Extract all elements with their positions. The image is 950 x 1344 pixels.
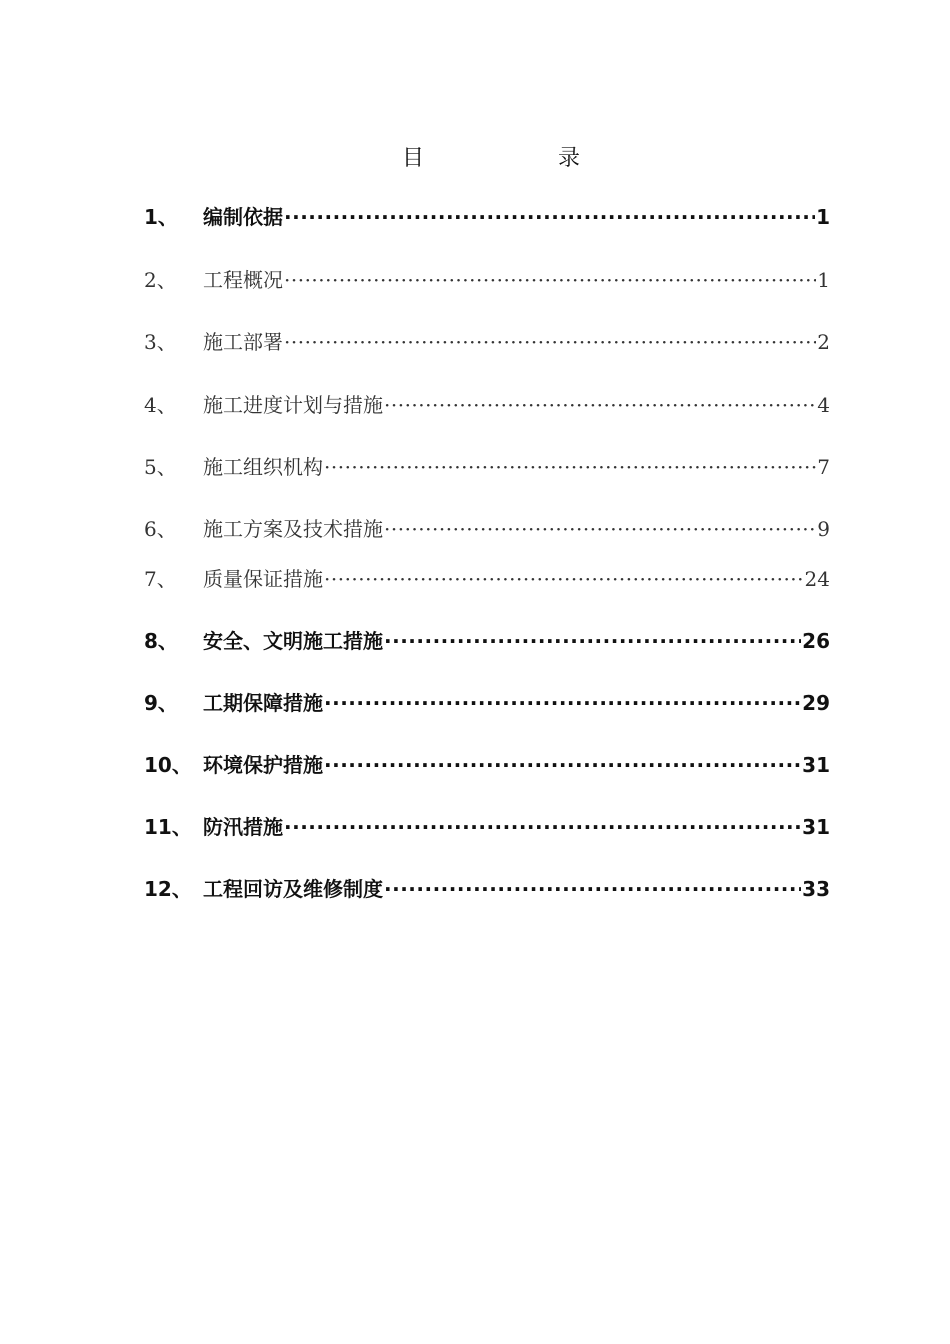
dot-leader — [384, 627, 801, 655]
dot-leader — [324, 689, 801, 717]
toc-entry-number: 12、 — [144, 877, 192, 901]
toc-entry-label: 施工方案及技术措施 — [203, 517, 383, 541]
toc-entry-number: 7、 — [144, 567, 177, 591]
toc-entry-number: 3、 — [144, 330, 177, 354]
toc-entry-number: 9、 — [144, 691, 178, 715]
toc-entry[interactable] — [144, 266, 830, 294]
toc-entry-number: 4、 — [144, 393, 177, 417]
toc-entry-number: 2、 — [144, 268, 177, 292]
toc-entry-number: 6、 — [144, 517, 177, 541]
toc-entry[interactable] — [144, 627, 830, 655]
toc-entry-label: 施工组织机构 — [203, 455, 323, 479]
toc-title-char-2: 录 — [558, 146, 581, 171]
dot-leader — [384, 391, 816, 419]
toc-entry-label: 施工部署 — [203, 330, 283, 354]
toc-entry[interactable] — [144, 751, 830, 779]
toc-entry-page: 1 — [817, 268, 830, 292]
toc-entry-page: 2 — [817, 330, 830, 354]
toc-entry[interactable] — [144, 689, 830, 717]
toc-entry-label: 编制依据 — [203, 205, 283, 229]
toc-entry-label: 环境保护措施 — [203, 753, 323, 777]
dot-leader — [284, 813, 801, 841]
toc-entry[interactable] — [144, 515, 830, 543]
toc-entry-page: 4 — [817, 393, 830, 417]
toc-title — [0, 141, 950, 173]
toc-entry-number: 8、 — [144, 629, 178, 653]
toc-entry-page: 1 — [816, 205, 830, 229]
dot-leader — [324, 453, 816, 481]
toc-entry[interactable] — [144, 813, 830, 841]
toc-entry-page: 31 — [802, 753, 830, 777]
toc-entry[interactable] — [144, 565, 830, 593]
toc-entry-page: 29 — [802, 691, 830, 715]
toc-entry-page: 9 — [817, 517, 830, 541]
toc-entry[interactable] — [144, 328, 830, 356]
toc-entry-label: 工程概况 — [203, 268, 283, 292]
toc-entry-page: 7 — [817, 455, 830, 479]
dot-leader — [284, 328, 816, 356]
dot-leader — [384, 875, 801, 903]
toc-entry[interactable] — [144, 203, 830, 231]
dot-leader — [384, 515, 816, 543]
toc-entry-label: 工期保障措施 — [203, 691, 323, 715]
toc-entry-label: 防汛措施 — [203, 815, 283, 839]
dot-leader — [284, 266, 816, 294]
toc-entry-number: 11、 — [144, 815, 192, 839]
toc-entry[interactable] — [144, 453, 830, 481]
toc-entry-number: 1、 — [144, 205, 178, 229]
toc-entry-label: 质量保证措施 — [203, 567, 323, 591]
toc-entry[interactable] — [144, 391, 830, 419]
dot-leader — [284, 203, 815, 231]
toc-title-char-1: 目 — [402, 146, 425, 171]
toc-entry-page: 31 — [802, 815, 830, 839]
toc-entry-number: 10、 — [144, 753, 192, 777]
dot-leader — [324, 751, 801, 779]
toc-entry-label: 工程回访及维修制度 — [203, 877, 383, 901]
toc-entry[interactable] — [144, 875, 830, 903]
toc-entry-page: 33 — [802, 877, 830, 901]
toc-entry-label: 施工进度计划与措施 — [203, 393, 383, 417]
toc-entry-label: 安全、文明施工措施 — [203, 629, 383, 653]
toc-entry-page: 24 — [804, 567, 830, 591]
dot-leader — [324, 565, 804, 593]
toc-entry-page: 26 — [802, 629, 830, 653]
toc-entry-number: 5、 — [144, 455, 177, 479]
